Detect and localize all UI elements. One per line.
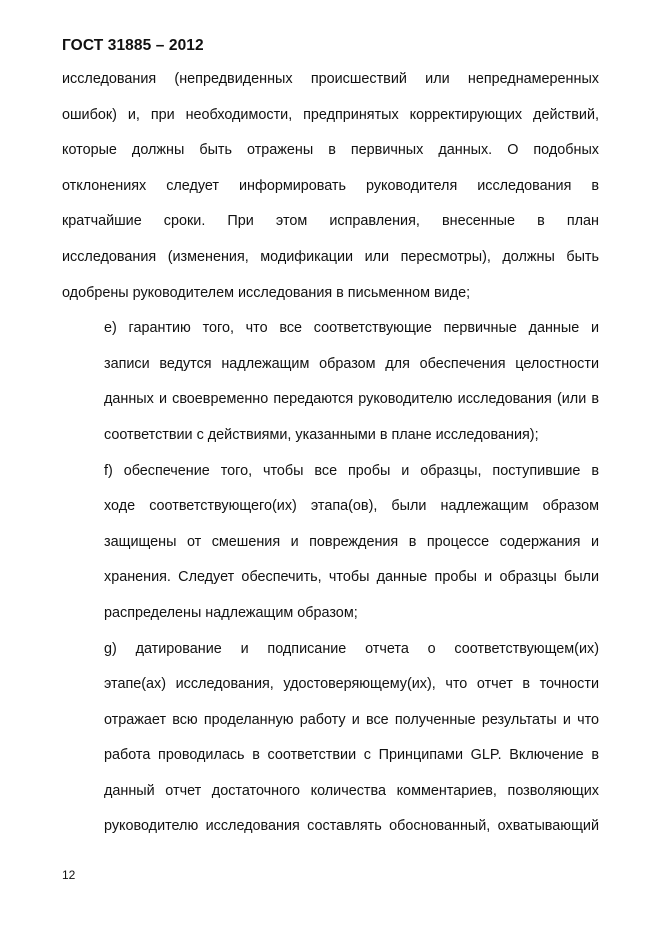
text-line: исследования (изменения, модификации или пересмотры), должны быть xyxy=(62,248,599,265)
body-text xyxy=(62,62,599,845)
text-line: работа проводилась в соответствии с Принципами GLP. Включение в xyxy=(104,747,599,764)
paragraph xyxy=(62,632,599,846)
paragraph xyxy=(62,454,599,632)
text-line: этапе(ах) исследования, удостоверяющему(их), что отчет в точности xyxy=(104,676,599,693)
text-line: кратчайшие сроки. При этом исправления, внесенные в план xyxy=(62,213,599,230)
text-line: соответствии с действиями, указанными в плане исследования); xyxy=(104,426,539,443)
page-number: 12 xyxy=(62,868,76,882)
text-line: g) датирование и подписание отчета о соответствующем(их) xyxy=(104,640,599,657)
text-line: данных и своевременно передаются руководителю исследования (или в xyxy=(104,391,599,408)
text-line: ошибок) и, при необходимости, предпринятых корректирующих действий, xyxy=(62,106,599,123)
text-line: данный отчет достаточного количества комментариев, позволяющих xyxy=(104,782,599,799)
text-line: е) гарантию того, что все соответствующие первичные данные и xyxy=(104,320,599,337)
text-line: распределены надлежащим образом; xyxy=(104,604,358,621)
text-line: f) обеспечение того, чтобы все пробы и образцы, поступившие в xyxy=(104,462,599,479)
text-line: отклонениях следует информировать руководителя исследования в xyxy=(62,177,599,194)
text-line: защищены от смешения и повреждения в процессе содержания и xyxy=(104,533,599,550)
text-line: отражает всю проделанную работу и все полученные результаты и что xyxy=(104,711,599,728)
text-line: ходе соответствующего(их) этапа(ов), были надлежащим образом xyxy=(104,498,599,515)
text-line: руководителю исследования составлять обоснованный, охватывающий xyxy=(104,818,599,835)
text-line: исследования (непредвиденных происшествий или непреднамеренных xyxy=(62,71,599,87)
standard-header: ГОСТ 31885 – 2012 xyxy=(62,37,204,54)
paragraph xyxy=(62,62,599,311)
text-line: которые должны быть отражены в первичных данных. О подобных xyxy=(62,142,599,159)
paragraph xyxy=(62,311,599,453)
text-line: одобрены руководителем исследования в письменном виде; xyxy=(62,284,471,301)
text-line: записи ведутся надлежащим образом для обеспечения целостности xyxy=(104,355,599,372)
text-line: хранения. Следует обеспечить, чтобы данные пробы и образцы были xyxy=(104,569,599,586)
